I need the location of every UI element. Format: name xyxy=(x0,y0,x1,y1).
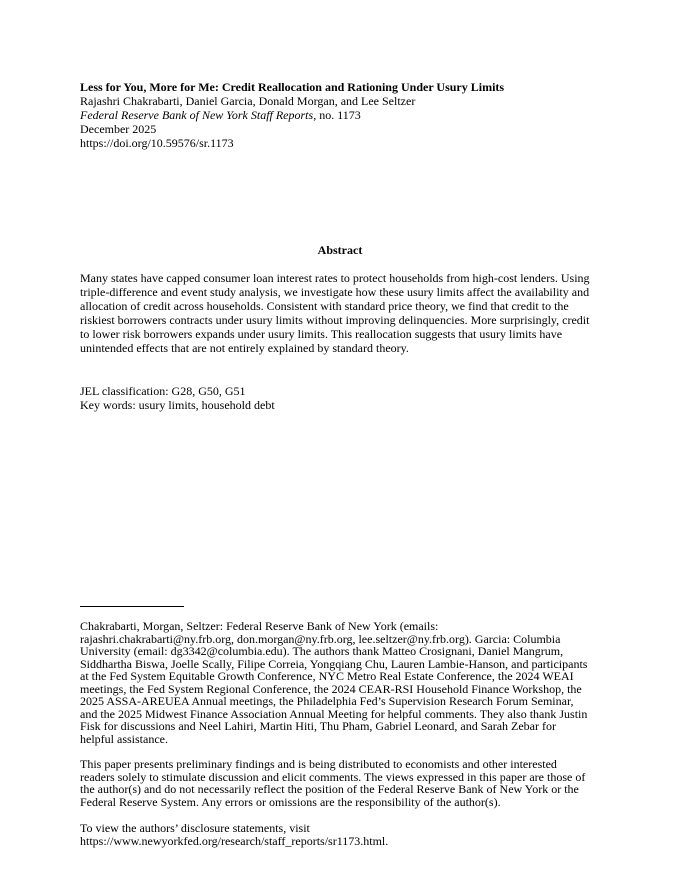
disclaimer-line: readers solely to stimulate discussion and elicit comments. The views expressed in this paper are those of xyxy=(80,769,586,784)
footnote-divider xyxy=(80,606,184,607)
abstract-body xyxy=(80,271,602,355)
footnote-disclaimer xyxy=(80,758,602,808)
keywords: Key words: usury limits, household debt xyxy=(80,398,275,412)
footnote-line: rajashri.chakrabarti@ny.frb.org, don.morgan@ny.frb.org, lee.seltzer@ny.frb.org). Garcia: Columbia xyxy=(80,631,561,646)
author-list: Rajashri Chakrabarti, Daniel Garcia, Donald Morgan, and Lee Seltzer xyxy=(80,94,416,108)
doi-link[interactable]: https://doi.org/10.59576/sr.1173 xyxy=(80,136,234,150)
footnote-line: 2025 ASSA-AREUEA Annual meetings, the Philadelphia Fed’s Supervision Research Forum Seminar, xyxy=(80,694,574,708)
footnote-line: meetings, the Fed System Regional Conference, the 2024 CEAR-RSI Household Finance Workshop, the xyxy=(80,681,582,696)
paper-title: Less for You, More for Me: Credit Reallocation and Rationing Under Usury Limits xyxy=(80,80,505,94)
footnote-line: helpful assistance. xyxy=(80,731,168,746)
footnote-line: and the 2025 Midwest Finance Association Annual Meeting for helpful comments. They also thank Justin xyxy=(80,706,588,721)
footnote-line: Chakrabarti, Morgan, Seltzer: Federal Reserve Bank of New York (emails: xyxy=(80,619,439,633)
abstract-heading: Abstract xyxy=(317,243,363,257)
abstract-line: to lower risk borrowers expands under usury limits. This reallocation suggests that usury limits have xyxy=(80,327,563,341)
report-series xyxy=(80,108,602,122)
abstract-line: triple-difference and event study analysis, we investigate how these usury limits affect the availability and xyxy=(80,285,590,299)
footnote-line: at the Fed System Equitable Growth Conference, NYC Metro Real Estate Conference, the 2024 WEAI xyxy=(80,669,574,683)
abstract-line: allocation of credit across households. Consistent with standard price theory, we find that credit to the xyxy=(80,299,569,313)
publication-date: December 2025 xyxy=(80,122,157,136)
footnote-line: Siddhartha Biswa, Joelle Scally, Filipe Correia, Yongqiang Chu, Lauren Lambie-Hanson, and participants xyxy=(80,656,588,671)
footnote-line: University (email: dg3342@columbia.edu). The authors thank Matteo Crosignani, Daniel Mangrum, xyxy=(80,644,564,658)
citation-header xyxy=(80,80,602,150)
footnote-line: Fisk for discussions and Neel Lahiri, Martin Hiti, Thu Pham, Gabriel Leonard, and Sarah Zebar for xyxy=(80,719,556,733)
disclaimer-line: the author(s) and do not necessarily reflect the position of the Federal Reserve Bank of New York or the xyxy=(80,782,579,796)
abstract-line: unintended effects that are not entirely explained by standard theory. xyxy=(80,341,409,355)
footnote-affiliations xyxy=(80,620,602,745)
series-number: , no. 1173 xyxy=(313,108,361,122)
disclosure-link[interactable]: https://www.newyorkfed.org/research/staff_reports/sr1173.html. xyxy=(80,833,389,848)
abstract-line: riskiest borrowers contracts under usury limits without improving delinquencies. More surprisingly, credit xyxy=(80,313,590,327)
disclosure-line: To view the authors’ disclosure statements, visit xyxy=(80,821,310,835)
abstract-line: Many states have capped consumer loan interest rates to protect households from high-cost lenders. Using xyxy=(80,271,590,285)
classification-block xyxy=(80,384,602,412)
jel-classification: JEL classification: G28, G50, G51 xyxy=(80,384,246,398)
disclaimer-line: This paper presents preliminary findings and is being distributed to economists and other interested xyxy=(80,757,557,771)
disclaimer-line: Federal Reserve System. Any errors or omissions are the responsibility of the author(s). xyxy=(80,794,501,809)
footnote-disclosure xyxy=(80,822,602,847)
series-name: Federal Reserve Bank of New York Staff Reports xyxy=(80,108,314,122)
